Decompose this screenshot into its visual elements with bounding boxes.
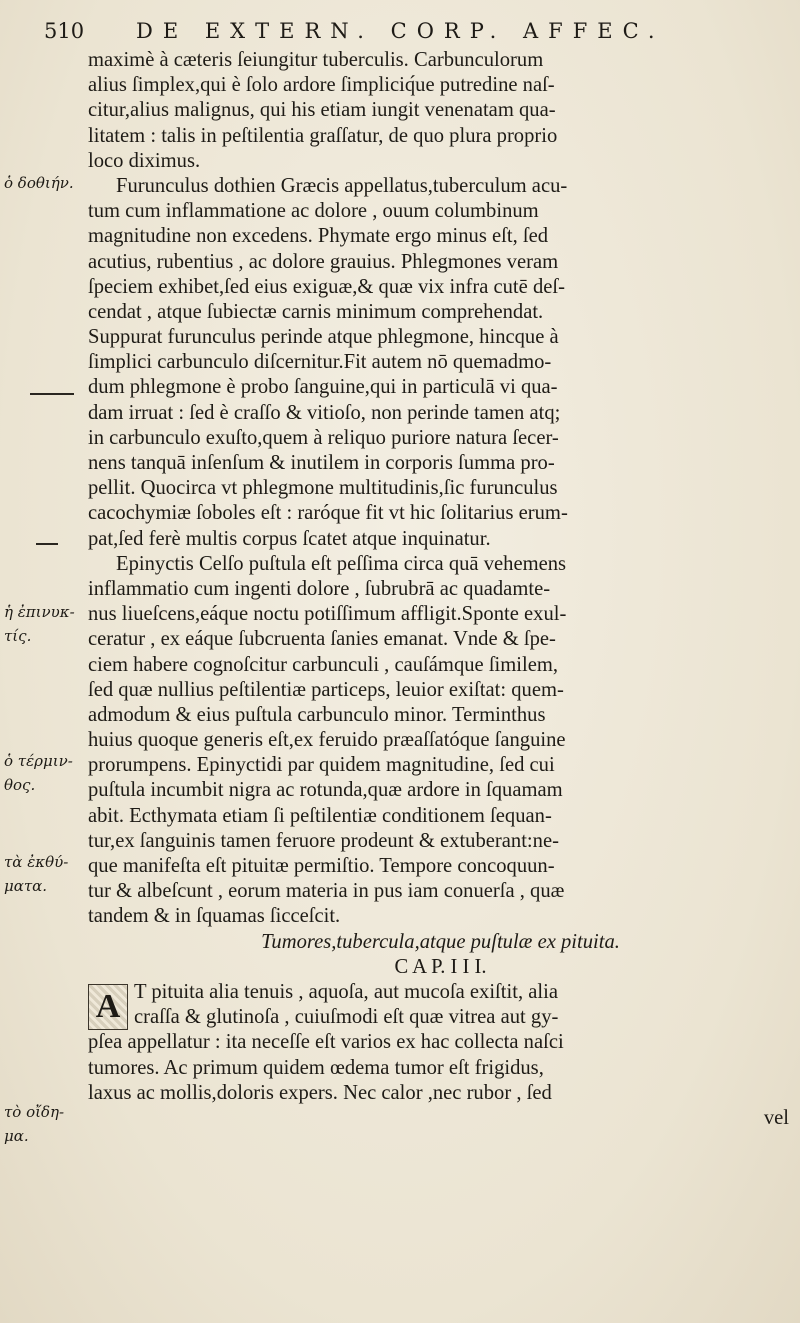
margin-rule (36, 543, 58, 545)
text-line: loco diximus. (88, 149, 201, 172)
text-line: tum cum inflammatione ac dolore , ouum columbinum (88, 200, 539, 223)
text-column (88, 48, 793, 1131)
text-line: maximè à cæteris ſeiungitur tuberculis. Carbunculorum (88, 49, 544, 71)
text-line: huius quoque generis eſt,ex feruido præaſſatóque ſanguine (88, 729, 566, 752)
margin-note-epinyctis: ἡ ἐπινυκ- (4, 603, 75, 621)
text-line: tandem & in ſquamas ſicceſcit. (88, 905, 341, 928)
text-line: abit. Ecthymata etiam ſi peſtilentiæ conditionem ſequan- (88, 804, 552, 827)
text-line: magnitudine non excedens. Phymate ergo minus eſt, ſed (88, 225, 549, 248)
text-line: pſea appellatur : ita neceſſe eſt varios ex hac collecta naſci (88, 1031, 564, 1054)
text-line: inflammatio cum ingenti dolore , ſubrubrā ac quadamte- (88, 577, 551, 600)
catchword: vel (763, 1106, 789, 1129)
text-line: pat,ſed ferè multis corpus ſcatet atque inquinatur. (88, 527, 491, 550)
page-number: 510 (44, 19, 85, 43)
margin-note-terminthus-cont: θος. (4, 776, 36, 794)
margin-note-ecthymata-cont: ματα. (4, 877, 48, 895)
text-line: cacochymiæ ſoboles eſt : raróque fit vt hic ſolitarius erum- (88, 502, 568, 525)
text-line: alius ſimplex,qui è ſolo ardore ſimpliciq́ue putredine naſ- (88, 74, 555, 97)
text-line: Epinyctis Celſo puſtula eſt peſſima circa quā vehemens (116, 552, 567, 575)
margin-note-oedema-cont: μα. (4, 1127, 29, 1145)
text-line: dum phlegmone è probo ſanguine,qui in particulā vi qua- (88, 376, 558, 399)
text-line: prorumpens. Epinyctidi par quidem magnitudine, ſed cui (88, 754, 555, 777)
text-line: ciem habere cognoſcitur carbunculi , cauſámque ſimilem, (88, 653, 559, 676)
text-line: litatem : talis in peſtilentia graſſatur, de quo plura proprio (88, 124, 558, 147)
section-title: Tumores,tubercula,atque puſtulæ ex pituita. (261, 930, 620, 953)
text-line: laxus ac mollis,doloris expers. Nec calor ,nec rubor , ſed (88, 1081, 552, 1104)
text-line: T pituita alia tenuis , aquoſa, aut mucoſa exiſtit, alia (134, 980, 558, 1003)
text-line: nus liueſcens,eáque noctu potiſſimum affligit.Sponte exul- (88, 603, 567, 626)
margin-note-oedema: τὸ οἴδη- (4, 1103, 65, 1121)
chapter-heading: C A P. I I I. (394, 955, 487, 978)
text-line: in carbunculo exuſto,quem à reliquo puriore natura ſecer- (88, 426, 559, 449)
text-line: que manifeſta eſt pituitæ permiſtio. Tempore concoquun- (88, 855, 555, 877)
body-text (88, 48, 793, 930)
text-line: Suppurat furunculus perinde atque phlegmone, hincque à (88, 326, 559, 349)
margin-note-terminthus: ὁ τέρμιν- (4, 752, 73, 770)
text-line: ſed quæ nullius peſtilentiæ particeps, leuior exiſtat: quem- (88, 678, 564, 701)
text-line: ſpeciem exhibet,ſed eius exiguæ,& quæ vix infra cutē deſ- (88, 275, 565, 298)
text-line: craſſa & glutinoſa , cuiuſmodi eſt quæ vitrea aut gy- (134, 1006, 559, 1029)
text-line: Furunculus dothien Græcis appellatus,tuberculum acu- (116, 174, 568, 197)
text-line: acutius, rubentius , ac dolore grauius. Phlegmones veram (88, 250, 559, 273)
text-line: ceratur , ex eáque ſubcruenta ſanies emanat. Vnde & ſpe- (88, 628, 556, 651)
drop-cap (88, 984, 128, 1030)
running-title: DE EXTERN. CORP. AFFEC. (136, 19, 665, 43)
text-line: cendat , atque ſubiectæ carnis minimum comprehendat. (88, 300, 544, 323)
margin-note-dothien: ὁ δοθιήν. (4, 174, 74, 192)
margin-note-epinyctis-cont: τίς. (4, 627, 32, 645)
text-line: admodum & eius puſtula carbunculo minor. Terminthus (88, 703, 546, 726)
margin-note-ecthymata: τὰ ἐκθύ- (4, 853, 69, 871)
text-line: puſtula incumbit nigra ac rotunda,quæ ardore in ſquamam (88, 779, 563, 802)
text-line: dam irruat : ſed è craſſo & vitioſo, non perinde tamen atq; (88, 401, 561, 424)
margin-rule (30, 393, 74, 395)
text-line: nens tanquā inſenſum & inutilem in corporis ſumma pro- (88, 452, 555, 474)
text-line: tumores. Ac primum quidem œdema tumor eſt frigidus, (88, 1056, 544, 1079)
drop-cap-letter: A (95, 987, 121, 1025)
text-line: pellit. Quocirca vt phlegmone multitudinis,ſic furunculus (88, 477, 558, 500)
text-line: ſimplici carbunculo diſcernitur.Fit autem nō quemadmo- (88, 351, 552, 374)
text-line: citur,alius malignus, qui his etiam iungit venenatam qua- (88, 99, 556, 122)
chapter-text (88, 980, 793, 1131)
running-header (44, 14, 784, 48)
text-line: tur & albeſcunt , eorum materia in pus iam conuerſa , quæ (88, 880, 565, 903)
text-line: tur,ex ſanguinis tamen feruore prodeunt & extuberant:ne- (88, 829, 559, 852)
